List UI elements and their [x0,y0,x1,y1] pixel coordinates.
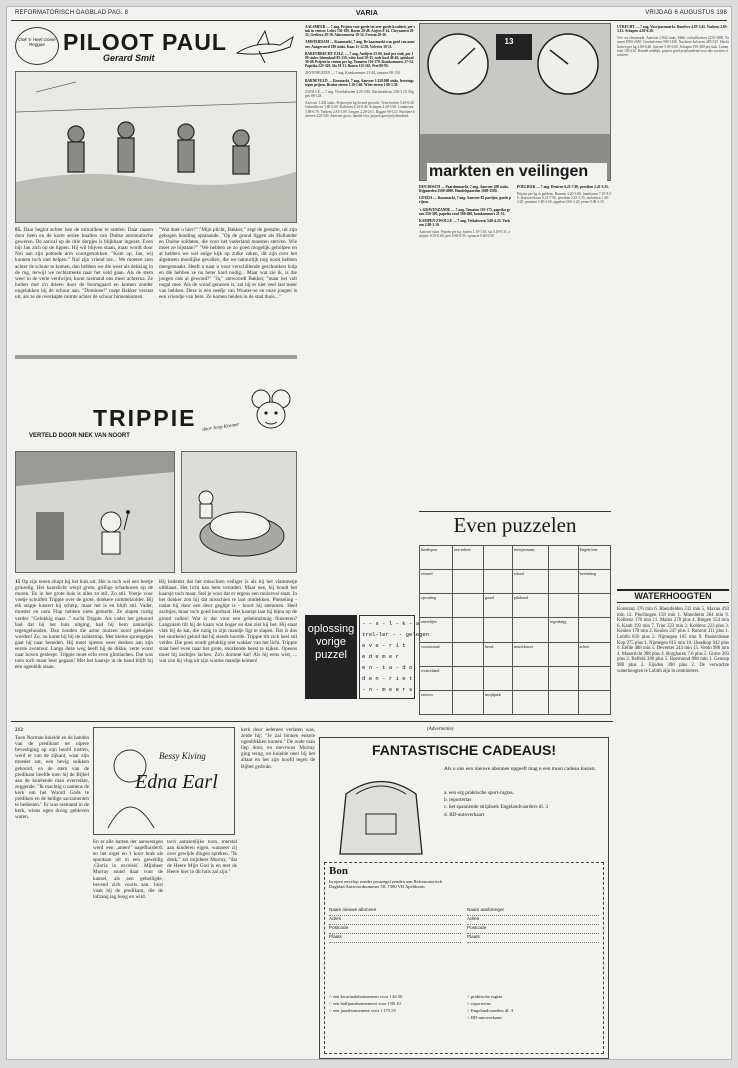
page-header-left: REFORMATORISCH DAGBLAD PAG. 8 [15,10,129,16]
puzzle-clue: pikdraad [512,594,548,618]
trippie-text-col1 [15,579,153,711]
bessy-title: Edna Earl [135,771,218,793]
bessy-text-col1 [15,727,89,1057]
waterhoogten-text: Konstanz 376 min 6. Rheinfelden 232 min 5, Maxau 493 min 12. Plochingen 158 min 1. Mannheim 284 min 9. Koblenz 176 min 11. Mainz 278 plus 4. Bingen 154 min 6. Kaub 193 min 7. Trier 223 min 2. Koblenz 223 plus 3. Keulen 178 min 2. Keulen 247 plus 1. Ruhrort 311 plus 1. Lobith 856 plus 2. Nijmegen 165 min 9. Pannerdense Kop 975 plus 1. Nijmegen 615 min 10. IJsselkop 942 plus 6. Eefde 488 min 5. Deventer 243 min 15. Venlo 988 min 4. Maastricht 388 plus 4. Borgharen 7.6 plus 5. Grave 393 plus 2. Belfeld 386 plus 5. Roermond 988 min 1. Gennep 988 plus 2. Eijsden 390 plus 2. De verwachte waterhoogten te Lobith zijn in centimeters. [617,607,729,674]
header-rule [11,20,727,21]
coupon-fields-left [329,907,461,987]
gift-options-list [444,790,604,856]
advertisement-title: FANTASTISCHE CADEAUS! [371,742,557,758]
gift-checkbox[interactable]: ○ RD-autoverkaart [467,1015,502,1020]
puzzle-clue: bovenlaag [578,570,610,594]
market-listings-col1: AALSMEER — 7 aug. Prijzen voor goede tot zeer goede kwaliteit, per stuk in centen: Lelies 130-180, Rozen 20-48. Anjers 8-14. Chrysanten 20-33, Gerbera 20-30. Alstroemeria 18-32. Freesia 20-30. AMSTERDAM — Kaasmarkt, 7 aug. De kaasmarkt was goed van aanvoer. Aangevoerd 180 stuks. Kaas 11-12.50. Volvette 10-11. BARENDRECHT Z.H.Z. — 7 aug. Andijvie 55-60, kool per stuk, per 100 stuks: bloemkool 85-130, witte kool 30-35, rode kool 40-46, spitskool 30-40. Prijzen in centen per kg. Tomaten 110-170. Komkommers 27-54. Paprika 225-320. Sla 18-31. Bonen 115-165. Prei 80-95. ZEVENHUIZEN — 7 aug. Komkommers 21-44, tomaten 98-150. BARNEVELD — Eiermarkt, 7 aug. Aanvoer 1.320.000 stuks, leverings tegen prijzen. Bruine eieren 1.10-1.60. Witte eieren 1.06-1.50. ZWOLLE — 7 aug. Vleeskalveren 4.20-5.80. Slachtvarkens 2.90-3.10. Biggen 88-128. Aanvoer 1.432 stuks. Prijzen per kg levend gewicht. Vette koeien 5.20-6.40. Gebruiksvee 3.80-5.00. Kalveren 6.10-8.40. Schapen 4.40-5.90. Lammeren 5.80-6.70. Varkens 2.81-3.09. Zeugen 2.28-2.61. Biggen 90-125. Nuchtere kalveren 320-520. Aanvoer groot, handel vlot, prijzen goed prijshoudend. [305,25,415,118]
newspaper-page [6,6,732,1060]
puzzle-clue: opvatting [420,594,453,618]
puzzle-clue: smijdpark [483,690,512,714]
listing-zevenhuizen: ZEVENHUIZEN — 7 aug. Komkommers 21-44, tomaten 98-150. [305,71,401,76]
market-listings-col3: POELDIJK — 7 aug. Druiven 6.21-7.90, perziken 2.41-3.35. Prijzen per kg in guldens. Bramen 4.20-5.80, frambozen 7.10-9.30, druiven blauw 6.21-7.90, perziken 2.41-3.35, meloenen 1.40-2.20, pruimen 1.80-2.60, appelen 0.65-1.20, peren 0.90-1.55. [517,185,611,205]
listing-barneveld: BARNEVELD — Eiermarkt, 7 aug. Aanvoer 1.320.000 stuks, leverings tegen prijzen. Bruine eieren 1.10-1.60. Witte eieren 1.06-1.50. [305,78,414,87]
waterhoogten-title: WATERHOOGTEN [617,589,729,603]
puzzle-clue: zwaard [420,570,453,594]
trippie-title: TRIPPIE [93,405,197,431]
listing-zwolle: ZWOLLE — 7 aug. Vleeskalveren 4.20-5.80. Slachtvarkens 2.90-3.10. Biggen 88-128. [305,89,414,99]
bessy-text-col4: kerk door iedereen verlaten was, zeide hij: "Je zal binnen enkele ogenblikken komen." De oude man liep door, en mevrouw Murray ging terug, en knielde neer bij het altaar en het zijn hoofd tegen de Bijbel gedrukt. [241,727,315,770]
solution-grid: - - s - l - k - a trel-ler - - gelegen e v e - r i t e d e m e r e n - t a - d o d e n - r i e t - n - m e e r s [359,615,415,699]
clock-number: 13 [504,37,514,46]
listing-amsterdam: AMSTERDAM — Kaasmarkt, 7 aug. De kaasmarkt was goed van aanvoer. Aangevoerd 180 stuks. Kaas 11-12.50. Volvette 10-11. [305,40,415,49]
listing-barendrecht: BARENDRECHT Z.H.Z. — 7 aug. Andijvie 55-60, kool per stuk, per 100 stuks: bloemkool 85-130, witte kool 30-35, rode kool 40-46, spitskool 30-40. Prijzen in centen per kg. Tomaten 110-170. Komkommers 27-54. Paprika 225-320. Sla 18-31. Bonen 115-165. Prei 80-95. [305,51,414,69]
referrer-name-field[interactable]: Naam aanbrenger [467,907,599,916]
puzzle-clue: muzieknoot [512,642,548,666]
listing-poeldijk: POELDIJK — 7 aug. Druiven 6.21-7.90, perziken 2.41-3.35. [517,185,609,189]
coupon-fields-right [467,907,599,987]
advertisement-intro: Als u ons een nieuwe abonnee opgeeft mag u een mooi cadeau kiezen. [444,766,596,772]
referrer-city-field[interactable]: Plaats [467,934,599,943]
gift-option: c. het spannende stripboek Engelandvaarders dl. 3 [444,804,549,811]
piloot-title: PILOOT PAUL [63,29,227,55]
puzzle-clue: een zekere [453,546,484,570]
puzzle-clue: graad [483,594,512,618]
listing-kampen: KAMPEN-ZWOLLE — 7 aug. Vetkalveren 3.60-4.25. Varkens 2.80-3.10. [419,218,510,228]
market-listings-col2: DEN BOSCH — Paardenmarkt, 7 aug. Aanvoer 200 stuks. Rijpaarden 2500-4000. Handelspaarden 1600-2500. GOUDA — Kaasmarkt, 7 aug. Aanvoer 82 partijen, goede prijzen. 's-GRAVENZANDE — 7 aug. Tomaten 110-175, paprika groen 250-300, paprika rood 360-400, komkommers 21-52. KAMPEN-ZWOLLE — 7 aug. Vetkalveren 3.60-4.25. Varkens 2.80-3.10. Aanvoer ruim. Prijzen per kg: bonen 1.10-1.65, sla 0.18-0.31, andijvie 0.55-0.60, prei 0.80-0.95, spinazie 0.60-0.90. [419,185,511,239]
advertisement-tag: (Advertentie) [427,727,454,732]
trippie-attic-illustration [16,452,174,572]
trippie-subtitle: VERTELD DOOR NIEK VAN NOORT [29,433,130,439]
gift-option: a. een erg praktische sport-rugtas. [444,790,514,796]
puzzle-clue: tegenkrijg [549,618,578,642]
piloot-author: Gerard Smit [103,53,155,63]
piloot-badge: Ook 'n Heel Goeie Reggae [15,27,59,65]
piloot-episode-number: 85. [15,227,22,233]
trippie-text-left: Op zijn tenen sluipt hij het huis uit. Het is toch wel een beetje griezelig. Het kaarslicht werpt grote, grillige schaduwen op de muren. En in het grote huis is alles zo stil. Zo stil. Voetje voor voetje schuifelt Trippie over de grote, donkere rommelzolder. Bij elk stapje luistert hij scherp, maar het is en blijft stil. Vader, moeder en oom Flap hebben niets gemerkt. Ze slapen rustig verder. "Gelukkig maar..." zucht Trippie. Als vader het gehoord had dat hij het huis uitging, had hij hem natuurlijk tegengehouden. Dan zouden die arme muizen nooit geholpen worden! Zo, nu komt hij bij de zoldertrap. Met kleine sprongetjes gaat hij naar beneden. Hij moet opeens weer denken aan zijn eerste avontuur. Langs deze weg heeft hij de dikke, vette worst naar boven gesleept. Trippie moet echt even glimlachen. Dat was toen toch maar best gegaan! Met het kaarsje in de hand blijft hij een ogenblik staan. [15,579,154,671]
puzzle-clue: Engels bier [578,546,610,570]
gift-checkbox[interactable]: ○ Engelandvaarders dl. 3 [467,1008,514,1013]
puzzle-clue: oneerlijke [420,618,453,642]
puzzel-title: Even puzzelen [453,513,577,537]
puzzle-clue: achter [578,642,610,666]
mouse-mascot-drawing [243,385,297,443]
trippie-panel-right [181,451,297,573]
new-subscriber-city-field[interactable]: Plaats [329,934,461,943]
crossword-grid [419,545,611,715]
solution-label: oplossing vorige puzzel [305,615,357,699]
piloot-text-col1 [15,227,153,347]
new-subscriber-name-field[interactable]: Naam nieuwe abonnee [329,907,461,916]
bessy-episode-number: 212 [15,727,23,733]
subscription-choices [329,993,461,1051]
subscription-option[interactable]: ○ een jaarabonnement voor f 175.55 [329,1008,396,1013]
piloot-text-left: Daar begint achter hen de mitrailleur te ratelen. Daar raasen door heen en de korte seriee knallen van Duitse automatische geweren. De aanval op de drie dorpjes is blijkbaar ingezet. Even bijt Jan zich op de lippen. Hij wil blijven staan, maar wordt door Nol aan zijn potende arm voortgetrokken. "Kom op, Jan, wij kunnen toch niet helpen." Nol zijn vriend toe... We moeten zien achter de schuur te komen, dan hebben we die weer als dekking in de rug, terwijl we rechtstreeks naar het veld gaan. Als de stem weer in de verte verdwijnt, komt niemand ons meer achterna. Ze hollen met z'n drieen door de boomgaard en komen zonder ongelukken bij de schuur aan. "Dominee!" roept Bakker verrast uit, als ze de overkapte ruimte achter de schuur binnenkomen. [15,227,153,301]
referrer-address-field[interactable]: Adres [467,916,599,925]
bessy-text-col3: toch aanzienlijke toon, merstal aan kinderen eigen, wanneer zij over gewijde dingen spreken. "Ik denk," zei mijnheer Murray, "dat de Heere Mijn God is en met de Heere hier in dit huis zal zijn." [167,839,237,876]
referrer-postcode-field[interactable]: Postcode [467,925,599,934]
puzzle-clue: meisjesnaam [512,546,548,570]
coupon-intro: In open envelop zonder postzegel zenden aan Reformatorisch Dagblad Antwoordnummer 50, 7300 VB Apeldoorn [329,879,443,890]
piloot-comic-panel [15,71,297,223]
gift-option: d. RD-autoverkaart [444,811,485,818]
gift-checkbox[interactable]: ○ praktische rugtas [467,994,503,999]
coupon-title: Bon [329,865,348,877]
listing-aalsmeer: AALSMEER — 7 aug. Prijzen voor goede tot zeer goede kwaliteit, per stuk in centen: Lelies 130-180, Rozen 20-48. Anjers 8-14. Chrysanten 20-33, Gerbera 20-30. Alstroemeria 18-32. Freesia 20-30. [305,25,415,38]
sleeping-cat-illustration [182,452,296,572]
gift-option: b. reportertas [444,797,472,804]
battle-scene-illustration [16,72,296,222]
trippie-text-col2: Hij bedenkt dat het misschien veiliger is als hij het vlammetje uitblaast. Het licht kan hem verraden. Maar nee, hij houdt het kaarsje toch maar. Stel je voor dat er ergens een muizeval staat. In het donker zou hij dat misschien te laat ontdekken. Plotseling - nadat hij door een deur geglipt is - hoort hij stemmen. Heel zachtjes, maar toch goed hoorbaar. Het kaarsje laat hij bijna op de grond vallen! Wat is dat voor een geheimzinnig fluisteren? Langzaam tilt hij de kaars wat hoger en dan ziet hij het. Hij staat vlak bij de kat, die ruzig in zijn mandje ligt te slapen. Dat is dus het snurkend geluid dat hij steeds hoorde. Trippie tilt zich heel stil verder. Die poes wordt gelukkig niet wakker van het licht. Trippie staat heel even naar het grote, snurkende beest te kijken. Opeens moet hij zachtjes lachen. Zo'n domme kat! Als hij eens wist, ... wat zou hij vlug uit zijn warme mandje komen! [159,579,297,665]
puzzle-clue: vooronstaal [420,642,453,666]
subscription-option[interactable]: ○ een halfjaarabonnement voor f 89.10 [329,1001,401,1006]
new-subscriber-address-field[interactable]: Adres [329,916,461,925]
bessy-author: Bessy Kiving [159,751,206,761]
subscription-option[interactable]: ○ een kwartaalabonnement voor f 44.50 [329,994,403,999]
page-header-date: VRIJDAG 6 AUGUSTUS 198 [645,10,727,16]
market-listings-col4: UTRECHT — 7 aug. Voorjaarsmarkt. Rundvee 4.85-5.45. Varkens 2.85-3.15. Schapen 4.30-6.30. Vee- en vleesmarkt. Aanvoer 2.842 stuks. Melk- en kalfkoeien 2250-3000. Vaarzen 1800-2650. Graskalveren 900-1400. Nuchtere kalveren 285-525. Slachtkoeien per kg 4.80-6.40. Stieren 5.90-6.80. Schapen 190-280 per stuk. Lammeren 150-210. Handel redelijk, prijzen goed prijshoudend voor alle soorten slachtvee. [617,25,729,57]
puzzle-clue: zeeuws [420,690,453,714]
gift-choices [467,993,599,1051]
gift-checkbox[interactable]: ○ reportertas [467,1001,491,1006]
puzzle-clue: riviereiland [420,666,453,690]
airplane-drawing [235,23,295,67]
listing-gouda: GOUDA — Kaasmarkt, 7 aug. Aanvoer 82 partijen, goede prijzen. [419,196,511,205]
trippie-panel-left [15,451,175,573]
piloot-text-col2: "Wat doet u hier?" "Mijn plicht, Bakker," zegt de gestalte, uit zijn gebogen houding opstaande. "Op de grond liggen als Hollander en Duitse soldaten, die voor het vaderland moesten sterven. Wie moet ze bijstaan?" "We hebben ze zo goed mogelijk geholpen en al hebben we wel enige kijk op zulke zaken, dit zijn over het algemeen moeilijke gevallen, die we natuurlijk nog nooit hebben meegemaakt. Heeft u naar u voor verschillende geschonken hulp en die hebben ze nu heter hard nodig... Maar wat zie ik, is die jongen ook al gewond?" "Ja," antwoordt Bakker, "maar het valt nogal mee. Als de wond genezen is, zal hij er niet veel last meer van hebben. Deze is een neefje van Wouter-se en onze jongen is een vriendje van hem. Ze komen beiden in de stad thuis..." [159,227,297,301]
puzzle-clue: schaal [512,570,548,594]
listing-gravenzande: 's-GRAVENZANDE — 7 aug. Tomaten 110-175, paprika groen 250-300, paprika rood 360-400, komkommers 21-52. [419,207,511,216]
trippie-top-bar [15,355,297,359]
markten-title: markten en veilingen [427,163,607,183]
trippie-episode-number: 15 [15,579,21,585]
puzzle-clue: hardlopen [420,546,453,570]
trippie-author-tag: door Joop Kramer [202,422,240,433]
bessy-text-col2: En er alle harten der aanwezigen werd een ,amen!' nagefluisterd; en het orgel en 't koor brak als spontaan uit in een geweldig ,Gloria in excelsis'. Mijnheer Murray stond daar voor de kansel, als een geheiligde, bevend zich voorts aan. Juist vaak hij de predikant, die de lofzang lag hoog en wild. [93,839,163,900]
listing-den-bosch: DEN BOSCH — Paardenmarkt, 7 aug. Aanvoer 200 stuks. Rijpaarden 2500-4000. Handelspaarden 1600-2500. [419,185,509,194]
puzzle-clue: beval [483,642,512,666]
page-header-section: VARIA [355,10,379,17]
bag-icon [326,764,436,860]
listing-utrecht: UTRECHT — 7 aug. Voorjaarsmarkt. Rundvee 4.85-5.45. Varkens 2.85-3.15. Schapen 4.30-6.30. [617,25,728,34]
bessy-text-left: Toen Norman knielde en de handen van de predikant ter nipere bevestiging op zijn hoofd rustten, werd er van de zijkant, waar zijn moeder zat, een hevig snikken gehoord, en de stem van de predikant beefde toen hij de Bijbel aan de knielende man overreikte, zeggende: "Ik machtig u namens de kerk om het Woord Gods te prediken en de heilige sacramenten te bedienen." Er was niemand in de kerk, wiens ogen droog gebleven waren. [15,735,89,821]
advertisement-box [319,737,609,1059]
new-subscriber-postcode-field[interactable]: Postcode [329,925,461,934]
order-coupon [324,862,604,1054]
section-rule [11,721,613,722]
